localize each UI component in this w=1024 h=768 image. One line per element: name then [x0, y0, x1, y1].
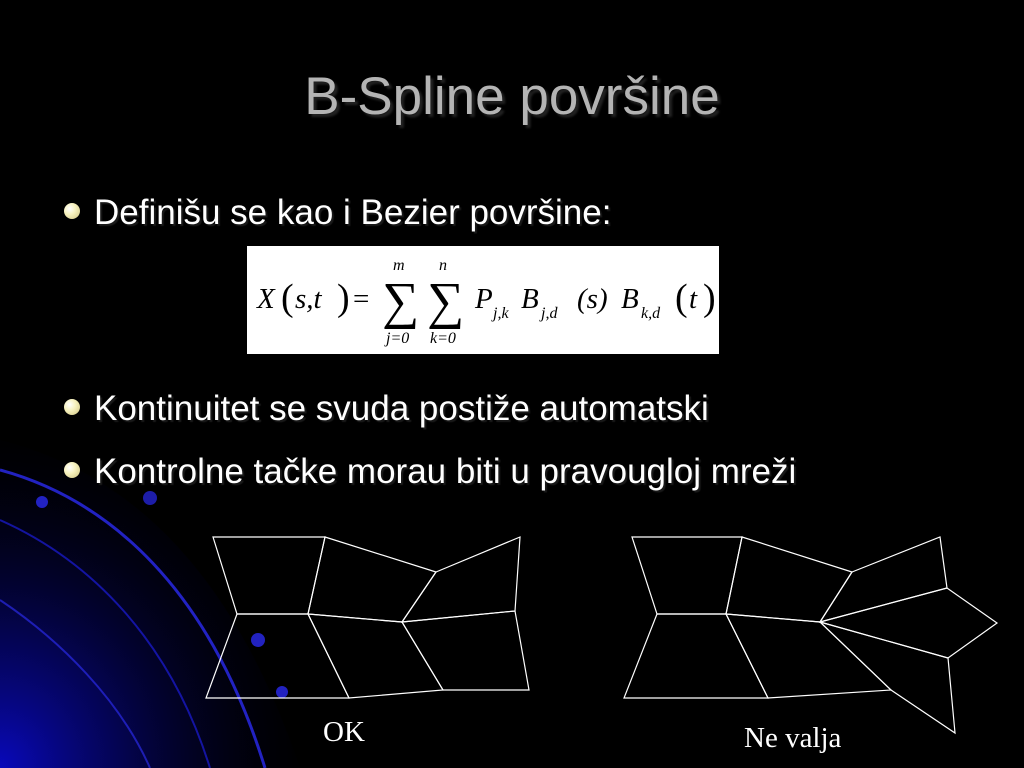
slide-title: B-Spline površine [304, 67, 720, 126]
mesh-cell [820, 622, 955, 733]
sum2-lower: k=0 [430, 330, 456, 347]
formula-B1-sub: j,d [541, 305, 558, 322]
caption-not-valid: Ne valja [744, 722, 842, 754]
valid-mesh-diagram [206, 537, 529, 698]
mesh-cell [820, 537, 947, 622]
formula-paren-open-2: ( [675, 277, 688, 319]
mesh-cell [726, 614, 891, 698]
formula-lhs: X [257, 283, 275, 315]
formula-paren-close: ) [337, 277, 350, 319]
sum2-upper: n [439, 257, 447, 274]
sum1-symbol: ∑ [382, 273, 420, 330]
mesh-cell [402, 611, 529, 690]
mesh-cell [632, 537, 742, 614]
invalid-mesh-diagram [624, 537, 997, 733]
formula-args: s,t [295, 283, 322, 315]
mesh-cell [726, 537, 852, 622]
mesh-cell [206, 614, 349, 698]
caption-ok: OK [323, 716, 365, 748]
formula-B2-sub: k,d [641, 305, 661, 322]
formula-P: P [475, 283, 493, 315]
formula-paren-close-2: ) [703, 277, 716, 319]
bullet-text: Kontrolne tačke morau biti u pravougloj mreži [94, 452, 797, 491]
formula-P-sub: j,k [493, 305, 509, 322]
sum1-lower: j=0 [386, 330, 410, 347]
formula-B2-arg: t [689, 283, 698, 315]
mesh-cell [402, 537, 520, 622]
bullet-text: Kontinuitet se svuda postiže automatski [94, 389, 709, 428]
formula-B1-arg: (s) [577, 283, 608, 315]
mesh-cell [308, 537, 436, 622]
formula-paren-open: ( [281, 277, 294, 319]
sum1-upper: m [393, 257, 405, 274]
formula-B2: B [621, 283, 639, 315]
bullet-text: Definišu se kao i Bezier površine: [94, 193, 612, 232]
formula-equals: = [353, 283, 370, 315]
sum2-symbol: ∑ [427, 273, 465, 330]
formula-B1: B [521, 283, 539, 315]
mesh-cell [213, 537, 325, 614]
